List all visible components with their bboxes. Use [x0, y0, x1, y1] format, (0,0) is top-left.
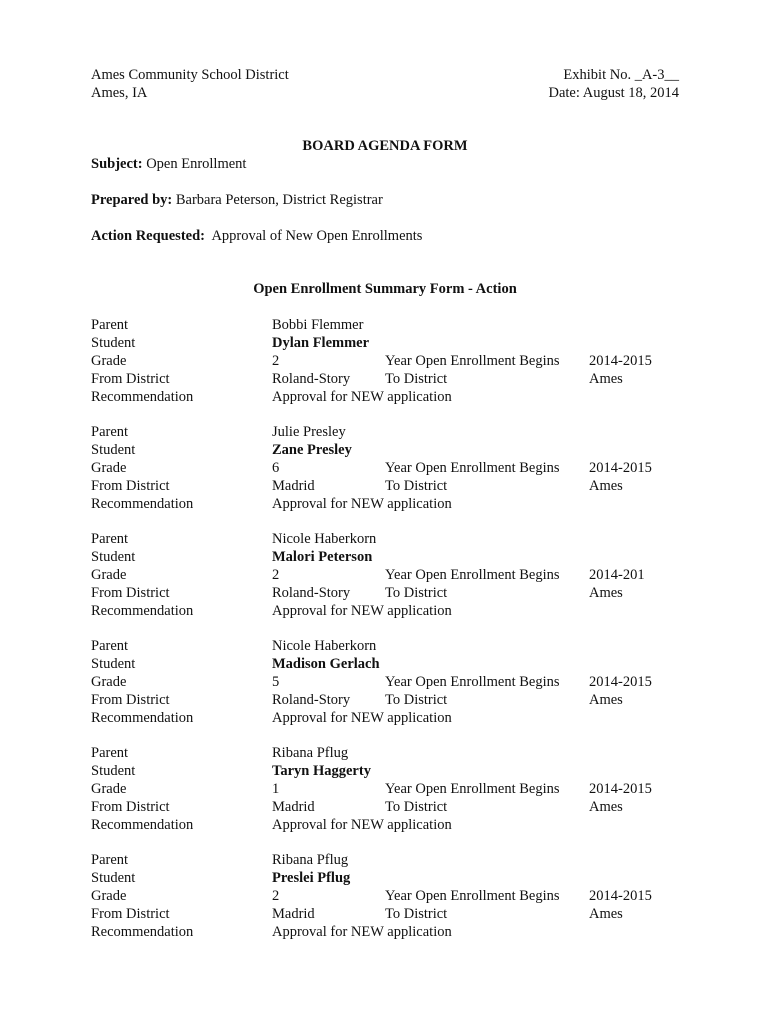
document-date: Date: August 18, 2014 — [548, 85, 679, 101]
year-value: 2014-2015 — [589, 353, 652, 369]
student-label: Student — [91, 442, 136, 458]
from-district-label: From District — [91, 371, 170, 387]
recommendation-value: Approval for NEW application — [272, 389, 452, 405]
parent-label: Parent — [91, 531, 129, 547]
parent-name: Ribana Pflug — [272, 745, 349, 761]
year-begins-label: Year Open Enrollment Begins — [385, 567, 560, 583]
parent-label: Parent — [91, 852, 129, 868]
grade-label: Grade — [91, 567, 127, 583]
recommendation-label: Recommendation — [91, 603, 194, 619]
student-label: Student — [91, 656, 136, 672]
year-begins-label: Year Open Enrollment Begins — [385, 674, 560, 690]
grade-label: Grade — [91, 674, 127, 690]
grade-label: Grade — [91, 460, 127, 476]
from-district-value: Roland-Story — [272, 371, 351, 387]
recommendation-label: Recommendation — [91, 389, 194, 405]
student-name: Malori Peterson — [272, 549, 373, 565]
grade-value: 2 — [272, 353, 280, 369]
student-label: Student — [91, 870, 136, 886]
to-district-label: To District — [385, 371, 448, 387]
grade-value: 5 — [272, 674, 280, 690]
from-district-value: Madrid — [272, 478, 315, 494]
student-label: Student — [91, 763, 136, 779]
action-requested-value: Approval of New Open Enrollments — [211, 228, 423, 244]
recommendation-value: Approval for NEW application — [272, 710, 452, 726]
prepared-by-line — [91, 191, 383, 209]
parent-name: Bobbi Flemmer — [272, 317, 364, 333]
action-requested-line — [91, 227, 422, 245]
to-district-value: Ames — [589, 478, 623, 494]
recommendation-label: Recommendation — [91, 817, 194, 833]
student-name: Taryn Haggerty — [272, 763, 371, 779]
from-district-label: From District — [91, 478, 170, 494]
to-district-value: Ames — [589, 692, 623, 708]
year-begins-label: Year Open Enrollment Begins — [385, 353, 560, 369]
to-district-value: Ames — [589, 585, 623, 601]
parent-label: Parent — [91, 745, 129, 761]
year-value: 2014-2015 — [589, 888, 652, 904]
parent-label: Parent — [91, 317, 129, 333]
grade-value: 2 — [272, 888, 280, 904]
parent-name: Julie Presley — [272, 424, 346, 440]
recommendation-value: Approval for NEW application — [272, 496, 452, 512]
parent-label: Parent — [91, 638, 129, 654]
from-district-label: From District — [91, 906, 170, 922]
grade-value: 1 — [272, 781, 280, 797]
parent-name: Ribana Pflug — [272, 852, 349, 868]
recommendation-label: Recommendation — [91, 924, 194, 940]
grade-value: 2 — [272, 567, 280, 583]
parent-label: Parent — [91, 424, 129, 440]
grade-value: 6 — [272, 460, 280, 476]
parent-name: Nicole Haberkorn — [272, 638, 377, 654]
from-district-value: Madrid — [272, 906, 315, 922]
student-name: Zane Presley — [272, 442, 352, 458]
summary-title: Open Enrollment Summary Form - Action — [253, 281, 517, 297]
from-district-label: From District — [91, 692, 170, 708]
grade-label: Grade — [91, 888, 127, 904]
from-district-label: From District — [91, 585, 170, 601]
subject-line — [91, 155, 246, 173]
from-district-value: Roland-Story — [272, 692, 351, 708]
from-district-value: Madrid — [272, 799, 315, 815]
prepared-by-value: Barbara Peterson, District Registrar — [175, 192, 383, 208]
to-district-value: Ames — [589, 799, 623, 815]
recommendation-value: Approval for NEW application — [272, 603, 452, 619]
action-requested-label: Action Requested: — [91, 228, 205, 244]
subject-value: Open Enrollment — [146, 156, 247, 172]
district-name: Ames Community School District — [91, 67, 289, 83]
recommendation-label: Recommendation — [91, 496, 194, 512]
to-district-value: Ames — [589, 371, 623, 387]
recommendation-value: Approval for NEW application — [272, 817, 452, 833]
year-begins-label: Year Open Enrollment Begins — [385, 781, 560, 797]
prepared-by-label: Prepared by: — [91, 192, 173, 208]
year-value: 2014-2015 — [589, 781, 652, 797]
to-district-value: Ames — [589, 906, 623, 922]
exhibit-number: Exhibit No. _A-3__ — [563, 67, 679, 83]
recommendation-value: Approval for NEW application — [272, 924, 452, 940]
district-city: Ames, IA — [91, 85, 148, 101]
year-value: 2014-2015 — [589, 460, 652, 476]
to-district-label: To District — [385, 799, 448, 815]
grade-label: Grade — [91, 781, 127, 797]
to-district-label: To District — [385, 585, 448, 601]
student-label: Student — [91, 549, 136, 565]
student-name: Madison Gerlach — [272, 656, 380, 672]
from-district-value: Roland-Story — [272, 585, 351, 601]
subject-label: Subject: — [91, 156, 143, 172]
to-district-label: To District — [385, 906, 448, 922]
year-value: 2014-2015 — [589, 674, 652, 690]
student-name: Preslei Pflug — [272, 870, 351, 886]
student-label: Student — [91, 335, 136, 351]
year-begins-label: Year Open Enrollment Begins — [385, 460, 560, 476]
form-title: BOARD AGENDA FORM — [302, 138, 468, 154]
year-value: 2014-201 — [589, 567, 645, 583]
to-district-label: To District — [385, 478, 448, 494]
from-district-label: From District — [91, 799, 170, 815]
parent-name: Nicole Haberkorn — [272, 531, 377, 547]
to-district-label: To District — [385, 692, 448, 708]
year-begins-label: Year Open Enrollment Begins — [385, 888, 560, 904]
student-name: Dylan Flemmer — [272, 335, 370, 351]
grade-label: Grade — [91, 353, 127, 369]
recommendation-label: Recommendation — [91, 710, 194, 726]
